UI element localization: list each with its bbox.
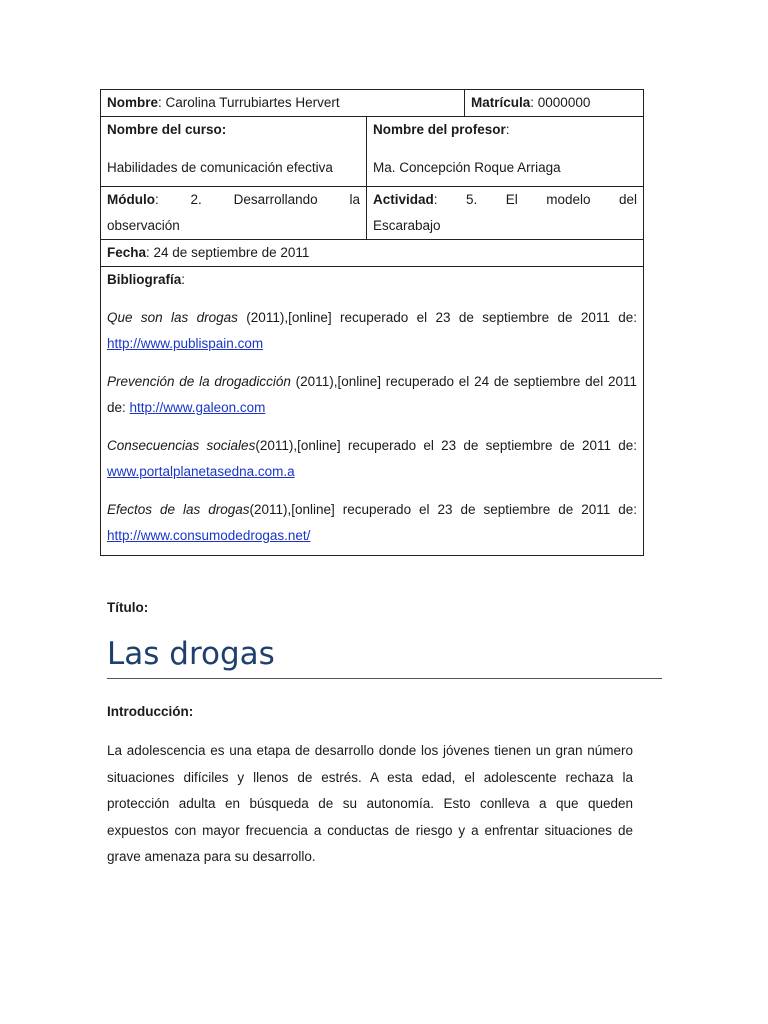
actividad-line2: Escarabajo [373,218,441,233]
row-nombre [101,90,644,117]
bib-entry-link[interactable]: www.portalplanetasedna.com.a [107,464,295,479]
cell-modulo [101,187,367,240]
actividad-line1: : 5. El modelo del [433,192,637,207]
modulo-line2: observación [107,218,180,233]
bib-entry [107,497,637,549]
bib-entry-text: (2011),[online] recuperado el 23 de septiembre de 2011 de: [237,310,637,325]
bib-entry [107,433,637,485]
titulo-label: Título: [107,600,149,615]
nombre-value: : Carolina Turrubiartes Hervert [158,95,340,110]
bib-entry-text: (2011),[online] recuperado el 23 de septiembre de 2011 de: [255,438,637,453]
bibliografia-label: Bibliografía [107,272,182,287]
bib-entry-title: Que son las drogas [107,310,238,325]
fecha-label: Fecha [107,245,147,260]
bib-entry-text: (2011),[online] recuperado el 24 de septiembre del 2011 de: [107,374,637,415]
cell-curso [101,117,367,187]
bib-entry-link[interactable]: http://www.galeon.com [129,400,266,415]
row-modulo [101,187,644,240]
header-table [100,89,644,556]
matricula-label: Matrícula [471,95,531,110]
bib-entry-link[interactable]: http://www.consumodedrogas.net/ [107,528,311,543]
bib-entry-link[interactable]: http://www.publispain.com [107,336,264,351]
cell-bibliografia [101,267,644,556]
cell-nombre [101,90,465,117]
modulo-line1: : 2. Desarrollando la [154,192,360,207]
intro-label: Introducción: [107,704,194,719]
cell-fecha [101,240,644,267]
row-bibliografia [101,267,644,556]
curso-value: Habilidades de comunicación efectiva [107,160,333,175]
intro-paragraph: La adolescencia es una etapa de desarrollo donde los jóvenes tienen un gran número situaciones difíciles y llenos de estrés. A esta edad, el adolescente rechaza la protección adulta en búsqueda de su autonomía. Esto conlleva a que queden expuestos con mayor frecuencia a conductas de riesgo y a enfrentar situaciones de grave amenaza para su desarrollo. [107,743,633,864]
cell-actividad [367,187,644,240]
row-fecha [101,240,644,267]
bib-entry-title: Consecuencias sociales [107,438,256,453]
bib-entry-title: Efectos de las drogas [107,502,250,517]
row-curso [101,117,644,187]
bib-entry-text: (2011),[online] recuperado el 23 de septiembre de 2011 de: [249,502,638,517]
modulo-label: Módulo [107,192,155,207]
cell-profesor [367,117,644,187]
matricula-value: : 0000000 [530,95,591,110]
curso-label: Nombre del curso: [107,122,227,137]
cell-matricula [465,90,644,117]
bibliografia-colon: : [181,272,186,287]
actividad-label: Actividad [373,192,434,207]
profesor-value: Ma. Concepción Roque Arriaga [373,160,561,175]
bib-entry-title: Prevención de la drogadicción [107,374,291,389]
fecha-value: : 24 de septiembre de 2011 [146,245,310,260]
profesor-colon: : [505,122,510,137]
bib-entry [107,369,637,421]
document-title: Las drogas [107,636,662,679]
bib-entry [107,305,637,357]
nombre-label: Nombre [107,95,159,110]
profesor-label: Nombre del profesor [373,122,506,137]
